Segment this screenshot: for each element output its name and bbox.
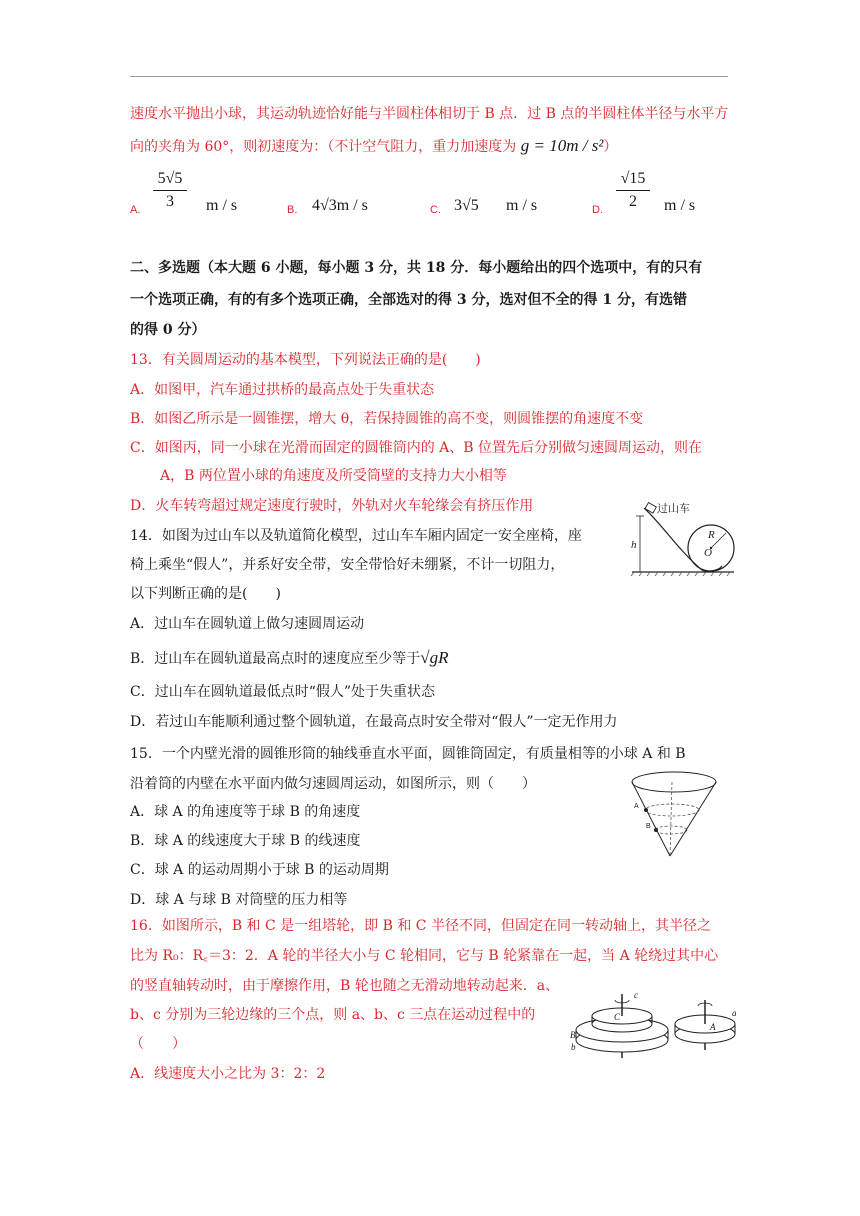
q14-option-c: C．过山车在圆轨道最低点时“假人”处于失重状态 (130, 684, 436, 700)
q12-option-d-unit: m / s (664, 197, 696, 214)
pulley-figure (570, 990, 740, 1062)
q15-option-c: C．球 A 的运动周期小于球 B 的运动周期 (130, 862, 389, 878)
q12-option-d-numerator: √15 (620, 170, 646, 187)
radius-label: R (708, 529, 715, 541)
q12-option-d-fraction (616, 170, 650, 211)
q16-stem-line5: （ ） (130, 1036, 186, 1052)
q15-option-b: B．球 A 的线速度大于球 B 的线速度 (130, 833, 361, 849)
wheel-c-label: C (614, 1012, 621, 1022)
q14-stem-line2: 椅上乘坐“假人”，并系好安全带，安全带恰好未绷紧，不计一切阻力， (130, 557, 565, 573)
q13-option-d: D．火车转弯超过规定速度行驶时，外轨对火车轮缘会有挤压作用 (130, 498, 534, 514)
sqrt-gR-expression: √gR (420, 648, 449, 667)
height-label: h (631, 539, 637, 551)
cone-figure (626, 768, 722, 860)
q12-option-a-fraction (153, 170, 187, 211)
q12-option-c-letter: C. (430, 204, 441, 216)
point-c-label: c (634, 990, 638, 1000)
q14-option-a: A．过山车在圆轨道上做匀速圆周运动 (130, 616, 365, 632)
q12-line2: 向的夹角为 60°，则初速度为：（不计空气阻力，重力加速度为 g = 10m / s²） (130, 136, 618, 155)
q12-option-a-numerator: 5√5 (157, 170, 183, 187)
q14-option-d: D．若过山车能顺利通过整个圆轨道，在最高点时安全带对“假人”一定无作用力 (130, 714, 618, 730)
ball-b-label: B (646, 823, 651, 830)
q12-option-a-letter: A. (130, 204, 141, 216)
q12-option-a-denominator: 3 (166, 193, 174, 210)
q14-stem-line1: 14．如图为过山车以及轨道简化模型，过山车车厢内固定一安全座椅，座 (130, 528, 582, 544)
q15-stem-line1: 15．一个内壁光滑的圆锥形筒的轴线垂直水平面，圆锥筒固定，有质量相等的小球 A 和 B (130, 746, 686, 762)
q13-option-c-line2: A，B 两位置小球的角速度及所受筒壁的支持力大小相等 (160, 468, 507, 484)
point-a-label: a (732, 1008, 737, 1018)
q14-stem-line3: 以下判断正确的是( ) (130, 586, 281, 602)
q13-option-a: A．如图甲，汽车通过拱桥的最高点处于失重状态 (130, 382, 435, 398)
center-label: O (704, 547, 712, 559)
q16-stem-line4: b、c 分别为三轮边缘的三个点，则 a、b、c 三点在运动过程中的 (130, 1007, 536, 1023)
q16-stem-line1: 16．如图所示，B 和 C 是一组塔轮，即 B 和 C 半径不同，但固定在同一转动轴上，其半径之 (130, 918, 711, 934)
q13-option-c-line1: C．如图丙，同一小球在光滑而固定的圆锥筒内的 A、B 位置先后分别做匀速圆周运动，则在 (130, 440, 703, 456)
ball-a-label: A (634, 803, 639, 810)
q16-stem-line3: 的竖直轴转动时，由于摩擦作用，B 轮也随之无滑动地转动起来．a、 (130, 978, 560, 994)
section2-line1: 二、多选题（本大题 6 小题，每小题 3 分，共 18 分．每小题给出的四个选项中，有的只有 (130, 260, 703, 276)
q14-option-b: B．过山车在圆轨道最高点时的速度应至少等于√gR (130, 648, 449, 667)
q15-option-d: D．球 A 与球 B 对筒壁的压力相等 (130, 892, 348, 908)
q16-option-a: A．线速度大小之比为 3：2：2 (130, 1066, 326, 1082)
q16-stem-line2: 比为 R₀：R꜀＝3：2．A 轮的半径大小与 C 轮相同，它与 B 轮紧靠在一起，当 A 轮绕过其中心 (130, 948, 719, 964)
q13-stem: 13．有关圆周运动的基本模型，下列说法正确的是( ) (130, 352, 481, 368)
roller-coaster-label: 过山车 (657, 502, 690, 515)
section2-line3: 的得 0 分） (130, 322, 206, 338)
wheel-b-label: B (570, 1030, 576, 1040)
q12-option-c-value: 3√5 (454, 197, 479, 214)
q12-option-c-unit: m / s (506, 197, 538, 214)
wheel-a-label: A (710, 1022, 716, 1032)
q12-option-d-letter: D. (592, 204, 603, 216)
roller-coaster-figure (630, 500, 736, 578)
section2-line2: 一个选项正确，有的有多个选项正确，全部选对的得 3 分，选对但不全的得 1 分，有选错 (130, 292, 687, 308)
q12-line1: 速度水平抛出小球，其运动轨迹恰好能与半圆柱体相切于 B 点．过 B 点的半圆柱体半径与水平方 (130, 106, 729, 122)
q12-option-a-unit: m / s (206, 197, 238, 214)
point-b-label: b (571, 1042, 576, 1052)
q12-option-b-letter: B. (287, 204, 298, 216)
q15-stem-line2: 沿着筒的内壁在水平面内做匀速圆周运动，如图所示，则（ ） (130, 776, 536, 792)
q12-option-b-value: 4√3m / s (312, 197, 368, 214)
q12-option-d-denominator: 2 (629, 193, 637, 210)
q13-option-b: B．如图乙所示是一圆锥摆，增大 θ，若保持圆锥的高不变，则圆锥摆的角速度不变 (130, 411, 644, 427)
header-rule (130, 76, 728, 77)
q15-option-a: A．球 A 的角速度等于球 B 的角速度 (130, 804, 361, 820)
